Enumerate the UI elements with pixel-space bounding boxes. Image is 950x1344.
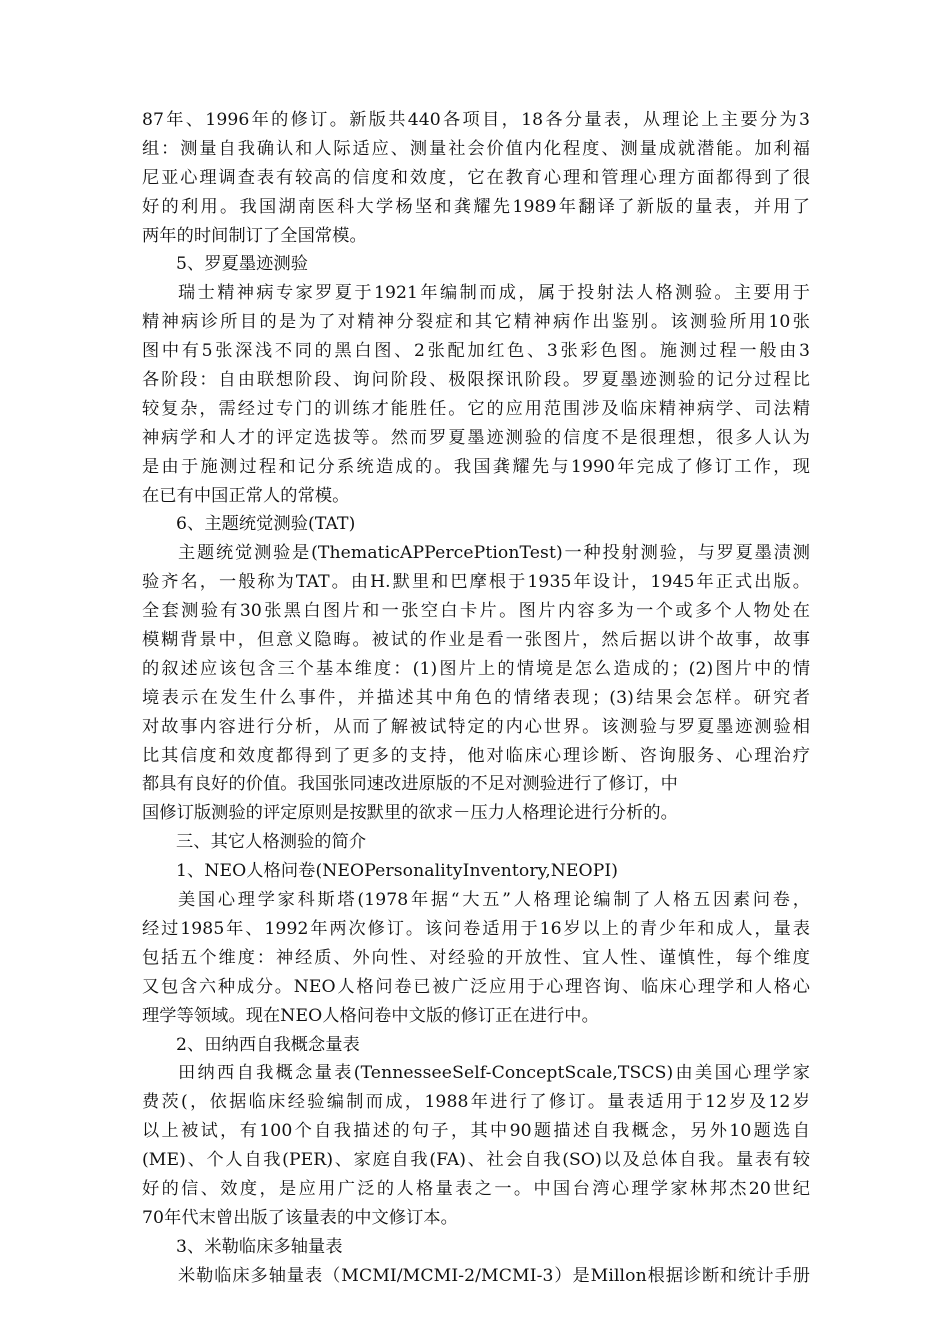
body-line: 包括五个维度：神经质、外向性、对经验的开放性、宜人性、谨慎性，每个维度 <box>142 947 810 968</box>
subsection-heading: 3、米勒临床多轴量表 <box>176 1236 343 1257</box>
body-line: 两年的时间制订了全国常模。 <box>142 225 367 246</box>
body-line: 又包含六种成分。NEO人格问卷已被广泛应用于心理咨询、临床心理学和人格心 <box>142 976 810 997</box>
body-line: 国修订版测验的评定原则是按默里的欲求－压力人格理论进行分析的。 <box>142 803 678 824</box>
body-line: 米勒临床多轴量表（MCMI/MCMI-2/MCMI-3）是Millon根据诊断和统计手册 <box>178 1265 810 1286</box>
body-line: 70年代末曾出版了该量表的中文修订本。 <box>142 1207 458 1228</box>
body-line: 好的利用。我国湖南医科大学杨坚和龚耀先1989年翻译了新版的量表，并用了 <box>142 196 810 217</box>
section-heading: 6、主题统觉测验(TAT) <box>176 514 356 535</box>
body-line: 田纳西自我概念量表(TennesseeSelf-ConceptScale,TSCS)由美国心理学家 <box>178 1063 810 1084</box>
body-line: 是由于施测过程和记分系统造成的。我国龚耀先与1990年完成了修订工作，现 <box>142 456 810 477</box>
body-line: 87年、1996年的修订。新版共440各项目，18各分量表，从理论上主要分为3 <box>142 110 810 130</box>
body-line: 比其信度和效度都得到了更多的支持，他对临床心理诊断、咨询服务、心理治疗 <box>142 745 810 766</box>
body-line: 瑞士精神病专家罗夏于1921年编制而成，属于投射法人格测验。主要用于 <box>178 283 810 304</box>
body-line: 神病学和人才的评定选拔等。然而罗夏墨迹测验的信度不是很理想，很多人认为 <box>142 427 810 448</box>
body-line: 境表示在发生什么事件，并描述其中角色的情绪表现；(3)结果会怎样。研究者 <box>142 687 810 708</box>
body-line: 好的信、效度，是应用广泛的人格量表之一。中国台湾心理学家林邦杰20世纪 <box>142 1178 810 1199</box>
body-line: 组：测量自我确认和人际适应、测量社会价值内化程度、测量成就潜能。加利福 <box>142 138 810 159</box>
subsection-heading: 2、田纳西自我概念量表 <box>176 1034 360 1055</box>
body-line: 费茨(，依据临床经验编制而成，1988年进行了修订。量表适用于12岁及12岁 <box>142 1092 810 1113</box>
document-body <box>142 106 810 1291</box>
body-line: 美国心理学家科斯塔(1978年据“大五”人格理论编制了人格五因素问卷， <box>178 890 810 911</box>
body-line: 都具有良好的价值。我国张同速改进原版的不足对测验进行了修订，中 <box>142 774 678 795</box>
body-line: 模糊背景中，但意义隐晦。被试的作业是看一张图片，然后据以讲个故事，故事 <box>142 630 810 651</box>
body-line: 理学等领域。现在NEO人格问卷中文版的修订正在进行中。 <box>142 1005 599 1026</box>
body-line: 较复杂，需经过专门的训练才能胜任。它的应用范围涉及临床精神病学、司法精 <box>142 398 810 419</box>
body-line: 经过1985年、1992年两次修订。该问卷适用于16岁以上的青少年和成人，量表 <box>142 918 810 939</box>
body-line: 图中有5张深浅不同的黑白图、2张配加红色、3张彩色图。施测过程一般由3 <box>142 341 810 362</box>
body-line: 验齐名，一般称为TAT。由H.默里和巴摩根于1935年设计，1945年正式出版。 <box>142 572 810 593</box>
body-line: 主题统觉测验是(ThematicAPPercePtionTest)一种投射测验，与罗夏墨渍测 <box>178 543 810 564</box>
body-line: 尼亚心理调查表有较高的信度和效度，它在教育心理和管理心理方面都得到了很 <box>142 167 810 188</box>
body-line: 对故事内容进行分析，从而了解被试特定的内心世界。该测验与罗夏墨迹测验相 <box>142 716 810 737</box>
body-line: 在已有中国正常人的常模。 <box>142 485 350 506</box>
body-line: 全套测验有30张黑白图片和一张空白卡片。图片内容多为一个或多个人物处在 <box>142 601 810 622</box>
body-line: 的叙述应该包含三个基本维度：(1)图片上的情境是怎么造成的；(2)图片中的情 <box>142 658 810 679</box>
body-line: 各阶段：自由联想阶段、询问阶段、极限探讯阶段。罗夏墨迹测验的记分过程比 <box>142 370 810 391</box>
section-heading: 5、罗夏墨迹测验 <box>176 254 309 275</box>
body-line: 精神病诊所目的是为了对精神分裂症和其它精神病作出鉴别。该测验所用10张 <box>142 312 810 333</box>
subsection-heading: 1、NEO人格问卷(NEOPersonalityInventory,NEOPI) <box>176 861 619 882</box>
body-line: 以上被试，有100个自我描述的句子，其中90题描述自我概念，另外10题选自 <box>142 1121 810 1142</box>
section-heading: 三、其它人格测验的简介 <box>176 832 367 853</box>
body-line: (ME)、个人自我(PER)、家庭自我(FA)、社会自我(SO)以及总体自我。量表有较 <box>142 1150 810 1171</box>
